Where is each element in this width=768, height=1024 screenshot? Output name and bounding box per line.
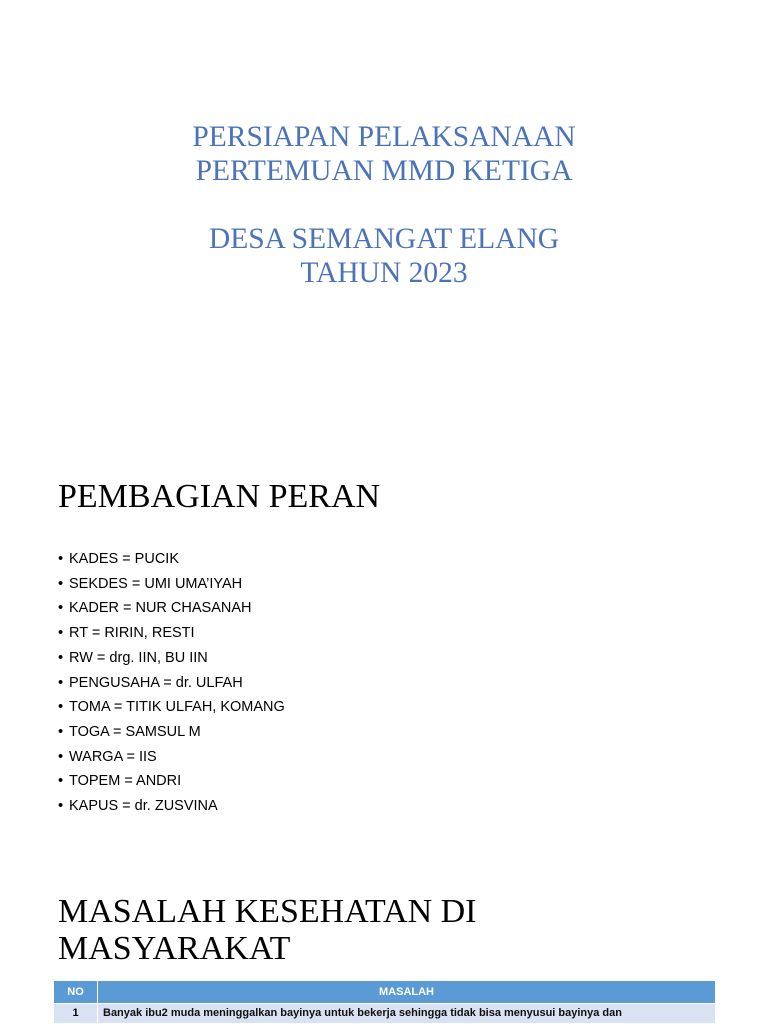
role-item <box>58 794 285 819</box>
role-text: PENGUSAHA = dr. ULFAH <box>69 674 243 691</box>
slide1-subtitle-line-1: DESA SEMANGAT ELANG <box>208 223 560 255</box>
bullet-icon: • <box>58 748 64 765</box>
bullet-icon: • <box>58 649 64 666</box>
bullet-icon: • <box>58 551 64 567</box>
row-number: 1 <box>54 1004 98 1024</box>
role-item <box>58 745 285 770</box>
bullet-icon: • <box>58 773 64 790</box>
role-item <box>58 621 285 646</box>
role-text: WARGA = IIS <box>69 748 157 765</box>
role-text: KAPUS = dr. ZUSVINA <box>69 798 218 815</box>
roles-list <box>58 547 285 819</box>
role-item <box>58 720 285 745</box>
bullet-icon: • <box>58 798 64 815</box>
role-text: RW = drg. IIN, BU IIN <box>69 649 208 666</box>
slide3-title-line-2: MASYARAKAT <box>58 930 291 967</box>
role-text: TOPEM = ANDRI <box>69 773 182 790</box>
role-text: TOGA = SAMSUL M <box>69 723 201 740</box>
role-item <box>58 547 285 572</box>
slide1-title-spacer <box>0 188 768 222</box>
slide1-title-block <box>0 120 768 290</box>
health-problems-table <box>53 980 716 1024</box>
table-row <box>54 1004 716 1024</box>
role-item <box>58 646 285 671</box>
bullet-icon: • <box>58 699 64 716</box>
role-item <box>58 769 285 794</box>
slide3-title-line-1: MASALAH KESEHATAN DI <box>58 893 477 930</box>
row-masalah: Banyak ibu2 muda meninggalkan bayinya untuk bekerja sehingga tidak bisa menyusui bayinya dan <box>98 1004 716 1024</box>
slide3-title <box>58 893 477 967</box>
bullet-icon: • <box>58 600 64 617</box>
table-header-row <box>54 981 716 1004</box>
role-text: RT = RIRIN, RESTI <box>69 625 195 642</box>
slide1-title-line-1: PERSIAPAN PELAKSANAAN <box>192 121 576 153</box>
role-item <box>58 671 285 696</box>
column-header-masalah: MASALAH <box>98 981 716 1004</box>
bullet-icon: • <box>58 723 64 740</box>
role-item <box>58 596 285 621</box>
role-text: SEKDES = UMI UMA’IYAH <box>69 575 243 592</box>
role-item <box>58 695 285 720</box>
bullet-icon: • <box>58 625 64 642</box>
bullet-icon: • <box>58 575 64 592</box>
role-item <box>58 572 285 597</box>
slide2-title: PEMBAGIAN PERAN <box>58 478 381 515</box>
role-text: KADES = PUCIK <box>69 551 179 567</box>
column-header-no: NO <box>54 981 98 1004</box>
role-text: KADER = NUR CHASANAH <box>69 600 252 617</box>
bullet-icon: • <box>58 674 64 691</box>
slide1-subtitle-line-2: TAHUN 2023 <box>300 257 468 289</box>
slide1-title-line-2: PERTEMUAN MMD KETIGA <box>195 155 573 187</box>
role-text: TOMA = TITIK ULFAH, KOMANG <box>69 699 285 716</box>
